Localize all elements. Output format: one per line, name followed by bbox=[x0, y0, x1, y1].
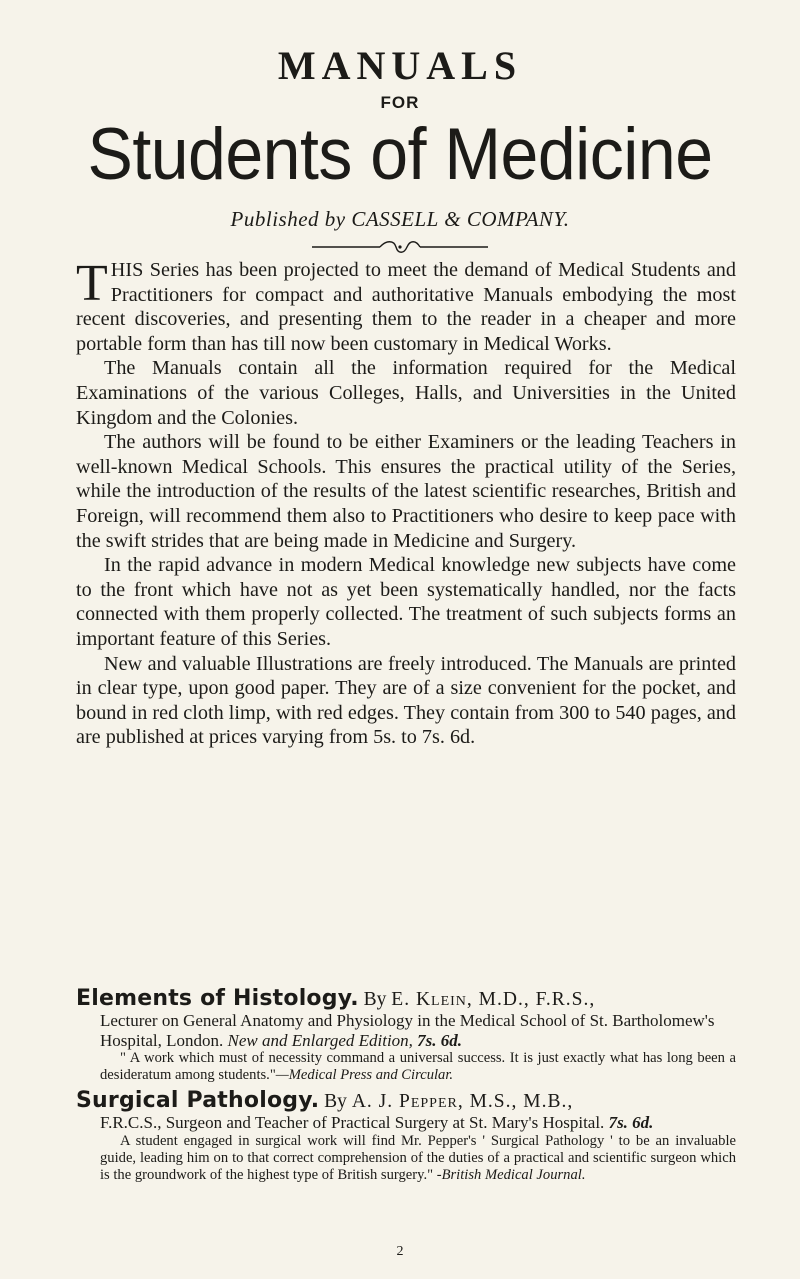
book-description: F.R.C.S., Surgeon and Teacher of Practical Surgery at St. Mary's Hospital. bbox=[100, 1113, 605, 1132]
book-author: E. Klein, M.D., F.R.S., bbox=[391, 989, 596, 1010]
page-number: 2 bbox=[396, 1244, 404, 1259]
book-title: Elements of Histology. bbox=[76, 986, 359, 1011]
page-title: Students of Medicine bbox=[87, 112, 713, 196]
book-list bbox=[76, 988, 736, 1190]
review-source: -British Medical Journal. bbox=[436, 1166, 586, 1183]
book-price: 7s. 6d. bbox=[417, 1030, 463, 1050]
intro-paragraph-2: The Manuals contain all the information required for the Medical Examinations of the various Colleges, Halls, and Universities in the United Kingdom and the Colonies. bbox=[76, 357, 736, 429]
book-price: 7s. 6d. bbox=[608, 1113, 654, 1132]
header-for: FOR bbox=[380, 93, 420, 112]
book-author: A. J. Pepper, M.S., M.B., bbox=[351, 1091, 574, 1112]
intro-paragraph-1: THIS Series has been projected to meet the demand of Medical Students and Practitioners for compact and authoritative Manuals embodying the most recent discoveries, and presenting them to the reader in a cheaper and more portable form than has till now been customary in Medical Works. bbox=[76, 255, 736, 355]
drop-cap: T bbox=[76, 255, 108, 312]
ornament-divider bbox=[310, 238, 490, 256]
header-manuals: MANUALS bbox=[277, 43, 523, 88]
book-edition: New and Enlarged Edition, bbox=[227, 1030, 413, 1050]
book-review: A student engaged in surgical work will find Mr. Pepper's ' Surgical Pathology ' to be an invaluable guide, leading him on to that correct comprehension of the duties of a practical and scientific surgeon which is the groundwork of the highest type of British surgery." -British Medical Journal. bbox=[100, 1132, 736, 1183]
book-review: " A work which must of necessity command a universal success. It is just exactly what has long been a desideratum among students."—Medical Press and Circular. bbox=[100, 1050, 736, 1083]
intro-text bbox=[76, 255, 736, 750]
book-entry-surgical-pathology: Surgical Pathology. By A. J. Pepper, M.S., M.B., F.R.C.S., Surgeon and Teacher of Practical Surgery at St. Mary's Hospital. 7s. 6d. A student engaged in surgical work will find Mr. Pepper's ' Surgical Pathology ' to be an invaluable guide, leading him on to that correct comprehension of the duties of a practical and scientific surgeon which is the groundwork of the highest type of British surgery." -British Medical Journal. bbox=[76, 1088, 736, 1183]
book-entry-histology: Elements of Histology. By E. Klein, M.D., F.R.S., Lecturer on General Anatomy and Physiology in the Medical School of St. Bartholomew's Hospital, London. New and Enlarged Edition, 7s. 6d. " A work which must of necessity command a universal success. It is just exactly what has long been a desideratum among students."—Medical Press and Circular. bbox=[76, 986, 736, 1083]
intro-paragraph-4: In the rapid advance in modern Medical knowledge new subjects have come to the front which have not as yet been systematically handled, nor the facts connected with them properly collected. The treatment of such subjects forms an important feature of this Series. bbox=[76, 554, 736, 650]
intro-paragraph-3: The authors will be found to be either Examiners or the leading Teachers in well-known Medical Schools. This ensures the practical utility of the Series, while the introduction of the results of the latest scientific researches, British and Foreign, will recommend them also to Practitioners who desire to keep pace with the swift strides that are being made in Medicine and Surgery. bbox=[76, 431, 736, 552]
book-title: Surgical Pathology. bbox=[76, 1088, 320, 1113]
publisher-line: Published by CASSELL & COMPANY. bbox=[230, 207, 570, 231]
review-source: —Medical Press and Circular. bbox=[275, 1067, 454, 1083]
book-description: Lecturer on General Anatomy and Physiology in the Medical School of St. Bartholomew's Hospital, London. bbox=[100, 1011, 715, 1050]
intro-paragraph-5: New and valuable Illustrations are freely introduced. The Manuals are printed in clear type, upon good paper. They are of a size convenient for the pocket, and bound in red cloth limp, with red edges. They contain from 300 to 540 pages, and are published at prices varying from 5s. to 7s. 6d. bbox=[76, 652, 736, 749]
